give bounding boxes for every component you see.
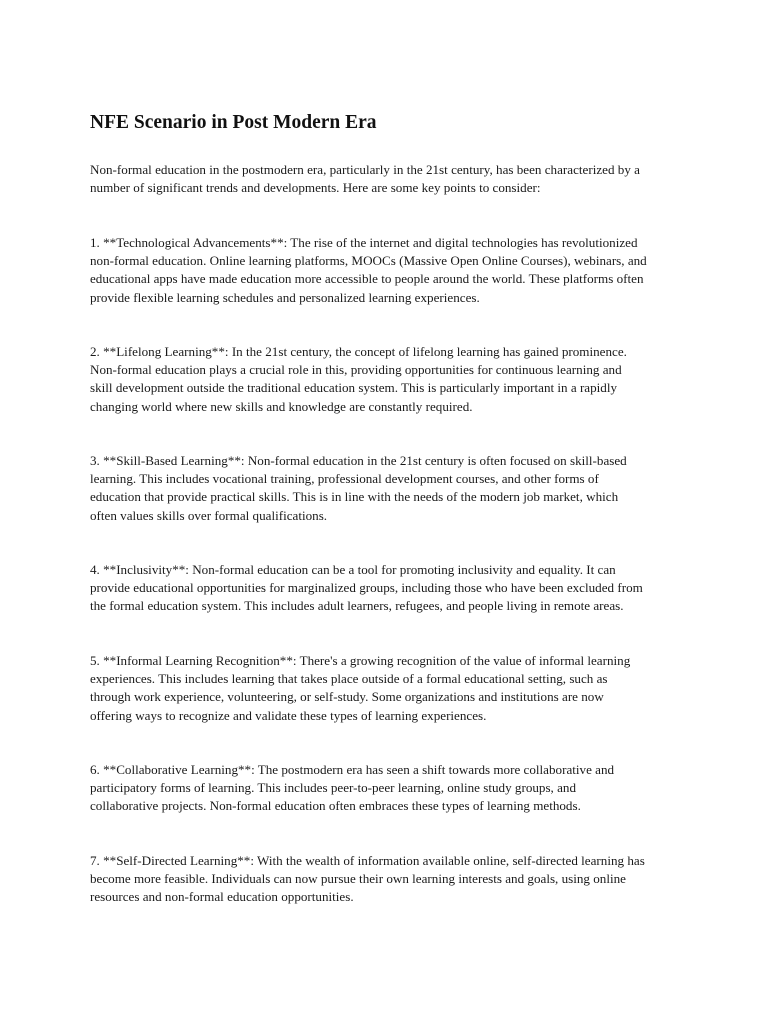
text-line: 4. **Inclusivity**: Non-formal education can be a tool for promoting inclusivity and equality. It can xyxy=(90,562,616,577)
text-line: the formal education system. This includes adult learners, refugees, and people living in remote areas. xyxy=(90,598,624,614)
point-inclusivity xyxy=(90,561,690,616)
intro-paragraph xyxy=(90,161,690,197)
text-line: offering ways to recognize and validate these types of learning experiences. xyxy=(90,707,487,723)
text-line: provide educational opportunities for marginalized groups, including those who have been excluded from xyxy=(90,580,643,596)
text-line: education that provide practical skills. This is in line with the needs of the modern job market, which xyxy=(90,489,619,505)
text-line: 2. **Lifelong Learning**: In the 21st century, the concept of lifelong learning has gained prominence. xyxy=(90,344,627,359)
text-line: often values skills over formal qualifications. xyxy=(90,507,328,523)
text-line: Non-formal education plays a crucial role in this, providing opportunities for continuous learning and xyxy=(90,362,622,378)
point-self-directed-learning xyxy=(90,852,690,907)
text-line: number of significant trends and developments. Here are some key points to consider: xyxy=(90,180,541,196)
text-line: resources and non-formal education opportunities. xyxy=(90,889,354,905)
point-technological-advancements xyxy=(90,234,690,307)
text-line: 6. **Collaborative Learning**: The postmodern era has seen a shift towards more collaborative and xyxy=(90,762,615,777)
text-line: collaborative projects. Non-formal education often embraces these types of learning methods. xyxy=(90,798,581,814)
point-collaborative-learning xyxy=(90,761,690,816)
text-line: 7. **Self-Directed Learning**: With the wealth of information available online, self-directed learning has xyxy=(90,853,645,868)
point-informal-learning-recognition xyxy=(90,652,690,725)
point-lifelong-learning xyxy=(90,343,690,416)
text-line: experiences. This includes learning that takes place outside of a formal educational setting, such as xyxy=(90,671,608,687)
text-line: through work experience, volunteering, or self-study. Some organizations and institutions are now xyxy=(90,689,604,705)
text-line: Non-formal education in the postmodern era, particularly in the 21st century, has been characterized by a xyxy=(90,162,640,177)
point-skill-based-learning xyxy=(90,452,690,525)
text-line: learning. This includes vocational training, professional development courses, and other forms of xyxy=(90,471,599,487)
text-line: changing world where new skills and knowledge are constantly required. xyxy=(90,398,473,414)
text-line: educational apps have made education more accessible to people around the world. These platforms often xyxy=(90,271,644,287)
text-line: become more feasible. Individuals can now pursue their own learning interests and goals, using online xyxy=(90,871,626,887)
text-line: 1. **Technological Advancements**: The rise of the internet and digital technologies has revolutionized xyxy=(90,235,638,250)
text-line: provide flexible learning schedules and personalized learning experiences. xyxy=(90,289,480,305)
text-line: non-formal education. Online learning platforms, MOOCs (Massive Open Online Courses), webinars, and xyxy=(90,253,647,269)
document-title: NFE Scenario in Post Modern Era xyxy=(90,112,377,133)
text-line: 3. **Skill-Based Learning**: Non-formal education in the 21st century is often focused on skill-based xyxy=(90,453,627,468)
text-line: participatory forms of learning. This includes peer-to-peer learning, online study groups, and xyxy=(90,780,577,796)
text-line: 5. **Informal Learning Recognition**: There's a growing recognition of the value of informal learning xyxy=(90,653,631,668)
text-line: skill development outside the traditional education system. This is particularly important in a rapidly xyxy=(90,380,618,396)
